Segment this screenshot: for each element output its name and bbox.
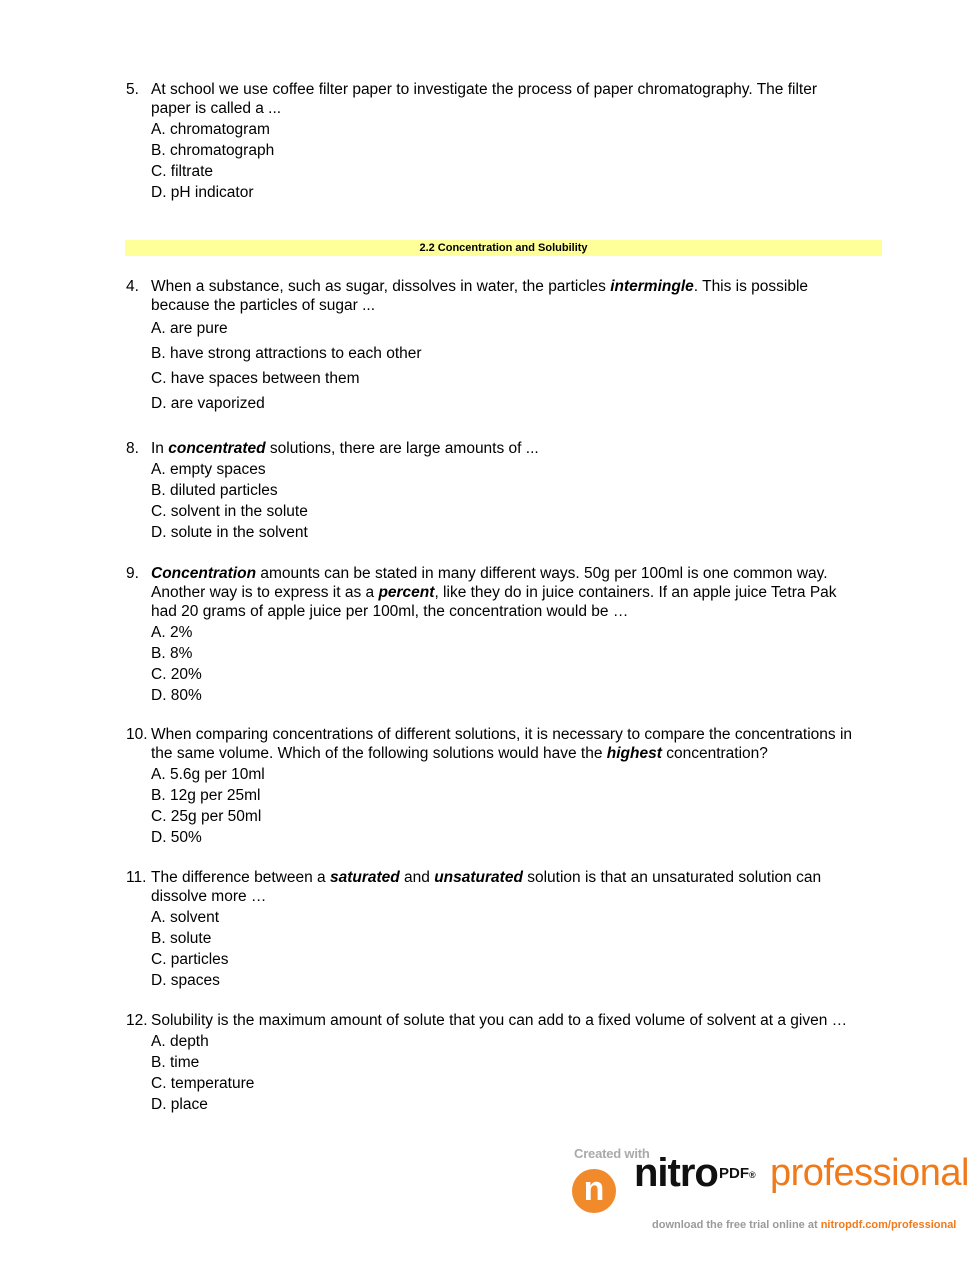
question-10 (126, 725, 886, 847)
question-8 (126, 439, 886, 542)
options-list (151, 319, 886, 413)
question-number: 5. (126, 81, 139, 98)
option-a: A. solvent (151, 909, 220, 926)
option-a: A. chromatogram (151, 121, 270, 138)
question-number: 10. (126, 726, 148, 743)
nitro-n-icon: n (572, 1169, 616, 1213)
nitro-pdf-logo (570, 1140, 970, 1235)
option-d: D. solute in the solvent (151, 524, 308, 541)
emphasis: percent (378, 584, 435, 601)
question-text: When comparing concentrations of different solutions, it is necessary to compare the concentrations in the same volume. Which of the following solutions would have the highest concentration? (151, 726, 853, 762)
question-4 (126, 277, 886, 413)
option-a: A. 5.6g per 10ml (151, 766, 265, 783)
option-a: A. empty spaces (151, 461, 266, 478)
option-a: A. 2% (151, 624, 193, 641)
emphasis: saturated (329, 869, 400, 886)
question-number: 11. (126, 869, 147, 886)
option-c: C. 25g per 50ml (151, 808, 262, 825)
emphasis: Concentration (151, 565, 257, 582)
question-line: dissolve more … (151, 888, 267, 905)
question-line: had 20 grams of apple juice per 100ml, the concentration would be … (151, 603, 629, 620)
option-c: C. particles (151, 951, 229, 968)
option-c: C. filtrate (151, 163, 214, 180)
option-c: C. solvent in the solute (151, 503, 308, 520)
options-list (151, 120, 886, 202)
option-d: D. 50% (151, 829, 202, 846)
emphasis: concentrated (168, 440, 266, 457)
option-c: C. temperature (151, 1075, 255, 1092)
question-number: 9. (126, 565, 139, 582)
option-b: B. time (151, 1054, 200, 1071)
options-list (151, 765, 886, 847)
option-b: B. solute (151, 930, 212, 947)
option-d: D. spaces (151, 972, 220, 989)
options-list (151, 623, 886, 705)
options-list (151, 908, 886, 990)
option-b: B. 12g per 25ml (151, 787, 261, 804)
created-with-label: Created with (574, 1146, 650, 1161)
question-11 (126, 868, 886, 990)
emphasis: unsaturated (434, 869, 523, 886)
option-c: C. 20% (151, 666, 202, 683)
question-text: The difference between a saturated and unsaturated solution is that an unsaturated solution can dissolve more … (151, 869, 822, 905)
question-number: 4. (126, 278, 139, 295)
option-a: A. are pure (151, 320, 228, 337)
option-a: A. depth (151, 1033, 209, 1050)
options-list (151, 1032, 886, 1114)
option-c: C. have spaces between them (151, 370, 360, 387)
section-heading: 2.2 Concentration and Solubility (125, 240, 882, 256)
option-d: D. are vaporized (151, 395, 265, 412)
question-9 (126, 564, 886, 705)
question-text (151, 80, 886, 118)
question-text: Concentration amounts can be stated in many different ways. 50g per 100ml is one common way. Another way is to express it as a percent, like they do in juice containers. If an apple juice Tetra Pak had 20 grams of apple juice per 100ml, the concentration would be … (151, 565, 837, 620)
question-5 (126, 80, 886, 202)
options-list (151, 460, 886, 542)
question-line: When comparing concentrations of different solutions, it is necessary to compare the concentrations in (151, 726, 853, 743)
professional-wordmark: professional (770, 1152, 969, 1194)
question-line: paper is called a ... (151, 100, 282, 117)
trial-link[interactable]: nitropdf.com/professional (820, 1219, 957, 1231)
option-d: D. place (151, 1096, 208, 1113)
emphasis: intermingle (610, 278, 694, 295)
option-d: D. 80% (151, 687, 202, 704)
question-line: because the particles of sugar ... (151, 297, 376, 314)
question-line: Solubility is the maximum amount of solute that you can add to a fixed volume of solvent at a given … (151, 1012, 848, 1029)
question-text: In concentrated solutions, there are large amounts of ... (151, 440, 539, 457)
question-text: When a substance, such as sugar, dissolves in water, the particles intermingle. This is possible because the particles of sugar ... (151, 278, 809, 314)
download-trial-note: download the free trial online at nitropdf.com/professional (652, 1219, 957, 1231)
nitro-wordmark: nitro (634, 1151, 718, 1195)
question-text (151, 1011, 886, 1030)
option-b: B. 8% (151, 645, 193, 662)
option-d: D. pH indicator (151, 184, 254, 201)
question-line: At school we use coffee filter paper to investigate the process of paper chromatography. The filter (151, 81, 818, 98)
option-b: B. diluted particles (151, 482, 278, 499)
emphasis: highest (606, 745, 662, 762)
question-number: 12. (126, 1012, 148, 1029)
question-12 (126, 1011, 886, 1114)
option-b: B. have strong attractions to each other (151, 345, 422, 362)
pdf-superscript: PDF® (719, 1165, 756, 1182)
question-number: 8. (126, 440, 139, 457)
option-b: B. chromatograph (151, 142, 275, 159)
